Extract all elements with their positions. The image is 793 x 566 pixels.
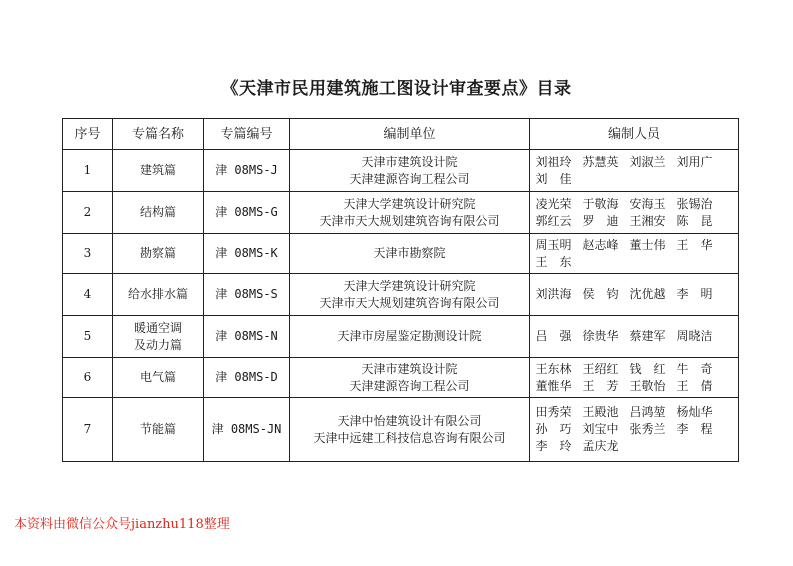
staff-name: 吕 强 bbox=[535, 329, 572, 343]
section-code: 津 08MS-N bbox=[204, 316, 290, 358]
header-unit: 编制单位 bbox=[290, 119, 530, 150]
table-row bbox=[63, 398, 739, 462]
staff-name: 王东林 bbox=[535, 361, 572, 376]
section-name-line: 结构篇 bbox=[139, 205, 176, 219]
staff-list bbox=[530, 286, 738, 303]
compiling-unit bbox=[290, 398, 530, 462]
staff-list bbox=[530, 237, 738, 271]
staff-name: 张秀兰 bbox=[629, 422, 666, 436]
row-number: 6 bbox=[63, 358, 113, 398]
staff-name: 钱 红 bbox=[629, 361, 666, 376]
compiling-staff bbox=[530, 316, 739, 358]
compiling-staff bbox=[530, 358, 739, 398]
section-name-line: 勘察篇 bbox=[139, 246, 176, 260]
section-code: 津 08MS-JN bbox=[204, 398, 290, 462]
staff-name: 刘用广 bbox=[676, 154, 713, 169]
unit-line: 天津市建筑设计院 bbox=[361, 154, 458, 169]
staff-list bbox=[530, 196, 738, 230]
row-number: 7 bbox=[63, 398, 113, 462]
footer-note: 本资料由微信公众号jianzhu118整理 bbox=[14, 517, 230, 532]
staff-name: 李 程 bbox=[676, 422, 713, 436]
staff-name: 刘宝中 bbox=[582, 422, 619, 436]
table-row bbox=[63, 316, 739, 358]
table-row bbox=[63, 192, 739, 234]
staff-name: 李 玲 bbox=[535, 439, 572, 453]
compiling-unit bbox=[290, 316, 530, 358]
section-name bbox=[113, 234, 204, 274]
compiling-unit bbox=[290, 192, 530, 234]
unit-line: 天津建源咨询工程公司 bbox=[349, 378, 470, 393]
table-header-row bbox=[63, 119, 739, 150]
compiling-staff bbox=[530, 274, 739, 316]
staff-name: 凌光荣 bbox=[535, 196, 572, 211]
staff-name: 田秀荣 bbox=[535, 405, 572, 419]
row-number: 5 bbox=[63, 316, 113, 358]
unit-line: 天津市天大规划建筑咨询有限公司 bbox=[319, 295, 500, 310]
compiling-staff bbox=[530, 192, 739, 234]
staff-name: 陈 昆 bbox=[676, 213, 713, 228]
staff-name: 牛 奇 bbox=[676, 361, 713, 376]
staff-name: 侯 钧 bbox=[582, 287, 619, 301]
compiling-staff bbox=[530, 150, 739, 192]
staff-name: 王殿池 bbox=[582, 405, 619, 419]
staff-name: 王 倩 bbox=[676, 378, 713, 393]
section-name-line: 建筑篇 bbox=[139, 163, 176, 177]
staff-name: 董惟华 bbox=[535, 378, 572, 393]
section-code: 津 08MS-K bbox=[204, 234, 290, 274]
unit-line: 天津建源咨询工程公司 bbox=[349, 171, 470, 186]
staff-name: 董士伟 bbox=[629, 237, 666, 252]
staff-name: 于敬海 bbox=[582, 196, 619, 211]
staff-name: 王 东 bbox=[535, 254, 572, 269]
unit-line: 天津大学建筑设计研究院 bbox=[343, 196, 476, 211]
section-name bbox=[113, 398, 204, 462]
staff-name: 张锡治 bbox=[676, 196, 713, 211]
staff-name: 沈优越 bbox=[629, 287, 666, 301]
section-name bbox=[113, 316, 204, 358]
staff-name: 苏慧英 bbox=[582, 154, 619, 169]
staff-name: 刘 佳 bbox=[535, 171, 572, 186]
staff-name: 郭红云 bbox=[535, 213, 572, 228]
compiling-unit bbox=[290, 274, 530, 316]
staff-name: 周玉明 bbox=[535, 237, 572, 252]
page-title: 《天津市民用建筑施工图设计审查要点》目录 bbox=[221, 79, 572, 99]
staff-name: 王 华 bbox=[676, 237, 713, 252]
row-number: 2 bbox=[63, 192, 113, 234]
staff-name: 李 明 bbox=[676, 287, 713, 301]
header-staff: 编制人员 bbox=[530, 119, 739, 150]
table-row bbox=[63, 150, 739, 192]
staff-name: 刘祖玲 bbox=[535, 154, 572, 169]
staff-name: 孟庆龙 bbox=[582, 439, 619, 453]
table-row bbox=[63, 358, 739, 398]
unit-line: 天津中远建工科技信息咨询有限公司 bbox=[313, 430, 506, 445]
section-code: 津 08MS-J bbox=[204, 150, 290, 192]
compiling-unit bbox=[290, 150, 530, 192]
staff-list bbox=[530, 328, 738, 345]
section-name-line: 及动力篇 bbox=[133, 337, 182, 352]
staff-name: 赵志峰 bbox=[582, 237, 619, 252]
staff-name: 王湘安 bbox=[629, 213, 666, 228]
staff-name: 徐贵华 bbox=[582, 329, 619, 343]
header-no: 序号 bbox=[63, 119, 113, 150]
unit-line: 天津市建筑设计院 bbox=[361, 361, 458, 376]
staff-name: 王 芳 bbox=[582, 378, 619, 393]
table-row bbox=[63, 274, 739, 316]
section-name bbox=[113, 274, 204, 316]
unit-line: 天津市房屋鉴定勘测设计院 bbox=[337, 329, 482, 343]
staff-name: 吕鸿堃 bbox=[629, 405, 666, 419]
row-number: 4 bbox=[63, 274, 113, 316]
header-code: 专篇编号 bbox=[204, 119, 290, 150]
compiling-unit bbox=[290, 234, 530, 274]
section-code: 津 08MS-D bbox=[204, 358, 290, 398]
unit-line: 天津市勘察院 bbox=[373, 246, 446, 260]
staff-list bbox=[530, 154, 738, 188]
toc-table bbox=[62, 118, 739, 462]
staff-name: 刘洪海 bbox=[535, 287, 572, 301]
staff-name: 孙 巧 bbox=[535, 422, 572, 436]
staff-name: 安海玉 bbox=[629, 196, 666, 211]
compiling-staff bbox=[530, 234, 739, 274]
staff-name: 刘淑兰 bbox=[629, 154, 666, 169]
row-number: 1 bbox=[63, 150, 113, 192]
section-name-line: 电气篇 bbox=[139, 370, 176, 384]
compiling-staff bbox=[530, 398, 739, 462]
section-name-line: 给水排水篇 bbox=[127, 287, 188, 301]
staff-name: 蔡建军 bbox=[629, 329, 666, 343]
staff-name: 王敬怡 bbox=[629, 378, 666, 393]
staff-name: 周晓洁 bbox=[676, 329, 713, 343]
staff-name: 杨灿华 bbox=[676, 405, 713, 419]
section-name-line: 节能篇 bbox=[139, 422, 176, 436]
section-name bbox=[113, 150, 204, 192]
table-row bbox=[63, 234, 739, 274]
unit-line: 天津中怡建筑设计有限公司 bbox=[337, 413, 482, 428]
section-name bbox=[113, 358, 204, 398]
section-name bbox=[113, 192, 204, 234]
unit-line: 天津大学建筑设计研究院 bbox=[343, 278, 476, 293]
staff-list bbox=[530, 404, 738, 455]
section-code: 津 08MS-S bbox=[204, 274, 290, 316]
section-name-line: 暖通空调 bbox=[133, 320, 182, 335]
staff-name: 罗 迪 bbox=[582, 213, 619, 228]
compiling-unit bbox=[290, 358, 530, 398]
header-name: 专篇名称 bbox=[113, 119, 204, 150]
staff-list bbox=[530, 361, 738, 395]
unit-line: 天津市天大规划建筑咨询有限公司 bbox=[319, 213, 500, 228]
staff-name: 王绍红 bbox=[582, 361, 619, 376]
row-number: 3 bbox=[63, 234, 113, 274]
section-code: 津 08MS-G bbox=[204, 192, 290, 234]
